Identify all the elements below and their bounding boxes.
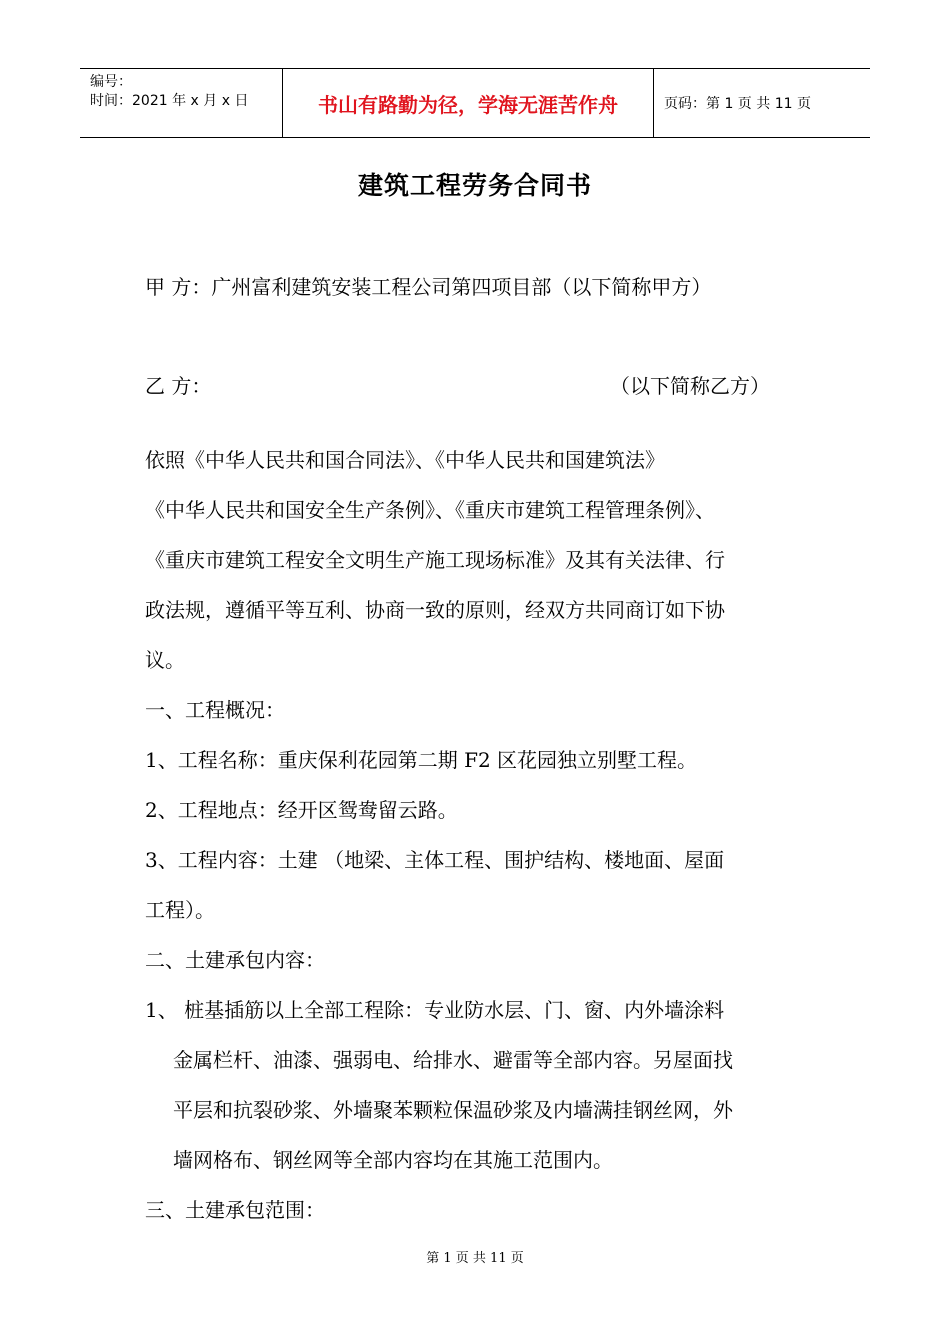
time-label: 时间：2021 年 x 月 x 日 bbox=[90, 93, 249, 109]
document-title: 建筑工程劳务合同书 bbox=[357, 171, 592, 200]
body-line: 金属栏杆、油漆、强弱电、给排水、避雷等全部内容。另屋面找 bbox=[173, 1048, 733, 1072]
section-heading: 一、工程概况： bbox=[145, 698, 285, 722]
party-b-suffix: （以下简称乙方） bbox=[610, 374, 770, 398]
body-line: 平层和抗裂砂浆、外墙聚苯颗粒保温砂浆及内墙满挂钢丝网，外 bbox=[173, 1098, 733, 1122]
body-line: 3、工程内容：土建 （地梁、主体工程、围护结构、楼地面、屋面 bbox=[145, 848, 725, 872]
body-line: 《重庆市建筑工程安全文明生产施工现场标准》及其有关法律、行 bbox=[145, 548, 725, 572]
section-heading: 三、土建承包范围： bbox=[145, 1198, 325, 1222]
body-line: 议。 bbox=[145, 648, 185, 672]
page-footer: 第 1 页 共 11 页 bbox=[426, 1251, 524, 1266]
body-line: 1、工程名称：重庆保利花园第二期 F2 区花园独立别墅工程。 bbox=[145, 748, 698, 772]
header-table bbox=[80, 68, 870, 138]
section-heading: 二、土建承包内容： bbox=[145, 948, 325, 972]
body-line: 工程）。 bbox=[145, 898, 215, 922]
body-line: 2、工程地点：经开区鸳鸯留云路。 bbox=[145, 798, 458, 822]
header-page-info: 页码：第 1 页 共 11 页 bbox=[664, 96, 811, 112]
body-line: 墙网格布、钢丝网等全部内容均在其施工范围内。 bbox=[173, 1148, 613, 1172]
body-line: 政法规，遵循平等互利、协商一致的原则，经双方共同商订如下协 bbox=[145, 598, 725, 622]
body-line: 《中华人民共和国安全生产条例》、《重庆市建筑工程管理条例》、 bbox=[145, 498, 715, 522]
party-b-label: 乙 方： bbox=[145, 374, 212, 398]
number-label: 编号： bbox=[90, 74, 132, 90]
header-meta bbox=[80, 69, 282, 137]
body-line: 1、 桩基插筋以上全部工程除：专业防水层、门、窗、内外墙涂料 bbox=[145, 998, 725, 1022]
party-a-line: 甲 方：广州富利建筑安装工程公司第四项目部（以下简称甲方） bbox=[145, 275, 712, 299]
header-motto: 书山有路勤为径，学海无涯苦作舟 bbox=[282, 69, 654, 137]
body-line: 依照《中华人民共和国合同法》、《中华人民共和国建筑法》 bbox=[145, 448, 665, 472]
